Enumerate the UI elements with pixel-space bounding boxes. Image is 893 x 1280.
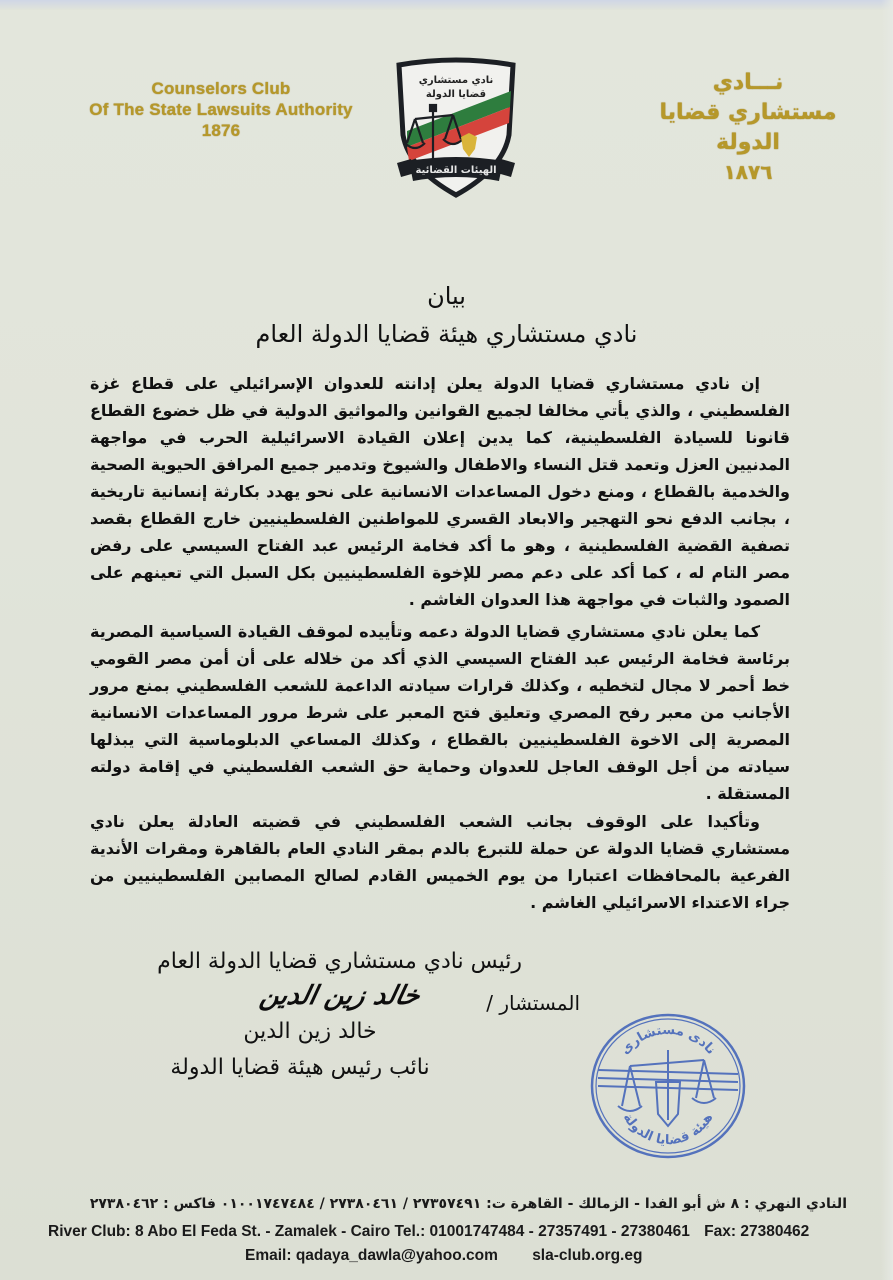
page-edge-shadow: [881, 0, 893, 1280]
club-name-arabic-line-1: نـــادي: [712, 70, 784, 95]
club-logo-crest: [393, 57, 519, 199]
club-name-english-line-1: Counselors Club: [151, 79, 291, 98]
club-name-arabic-line-2: مستشاري قضايا الدولة: [659, 100, 837, 155]
statement-paragraph-3: [90, 808, 790, 916]
footer-address-tel: River Club: 8 Abo El Feda St. - Zamalek - Cairo Tel.: 01001747484 - 27357491 - 27380461: [48, 1223, 690, 1240]
paragraph-1-text: إن نادي مستشاري قضايا الدولة يعلن إدانته للعدوان الإسرائيلي على قطاع غزة الفلسطيني ، والذي يأتي مخالفا لجميع القوانين والمواثيق الدولية في ظل خضوع القطاع قانونا للسيادة الفلسطينية، كما يدين إعلان القيادة الاسرائيلية الحرب في مواجهة المدنيين العزل وتعمد قتل النساء والاطفال والشيوخ وتدمير جميع المرافق الحيوية الصحية والخدمية بالقطاع ، ومنع دخول المساعدات الانسانية على نحو يهدد بكارثة إنسانية تاريخية ، بجانب الدفع نحو التهجير والابعاد القسري للمواطنين الفلسطينيين خارج القطاع بقصد تصفية القضية الفلسطينية ، وهو ما أكد فخامة الرئيس عبد الفتاح السيسي على رفض مصر التام له ، كما أكد على دعم مصر للإخوة الفلسطينيين بكل السبل التي تعينهم على الصمود والثبات في مواجهة هذا العدوان الغاشم .: [90, 374, 790, 609]
paragraph-3-text: وتأكيدا على الوقوف بجانب الشعب الفلسطيني في قضيته العادلة يعلن نادي مستشاري قضايا الدولة عن حملة للتبرع بالدم بمقر النادي العام بالقاهرة ومقرات الأندية الفرعية بالمحافظات اعتبارا من يوم الخميس القادم لصالح المصابين الفلسطينيين من جراء الاعتداء الاسرائيلي الغاشم .: [90, 812, 790, 912]
stamp-top-text: نادى مستشارى: [617, 1022, 719, 1058]
stamp-bottom-text: هيئة قضايا الدولة: [619, 1110, 717, 1149]
crest-top-text-1: نادي مستشاري: [418, 75, 494, 86]
signatory-title: رئيس نادي مستشاري قضايا الدولة العام: [157, 949, 522, 974]
paragraph-2-text: كما يعلن نادي مستشاري قضايا الدولة دعمه وتأييده لموقف القيادة السياسية المصرية برئاسة فخامة الرئيس عبد الفتاح السيسي الذي أكد من خلاله على أن أمن مصر القومي خط أحمر لا مجال لتخطيه ، وكذلك قرارات سيادته الداعمة للشعب الفلسطيني بمنع مرور الأجانب من معبر رفح المصري وتعليق فتح المعبر على شرط مرور المساعدات الانسانية المصرية إلى الاخوة الفلسطينيين بالقطاع ، وكذلك المساعي الدبلوماسية التي يبذلها سيادته من أجل الوقف العاجل للعدوان وحماية حق الشعب الفلسطيني في إقامة دولته المستقلة .: [90, 622, 790, 803]
statement-paragraph-2: [90, 618, 790, 807]
club-founding-year-arabic: ١٨٧٦: [723, 160, 773, 184]
club-name-english-line-2: Of The State Lawsuits Authority: [89, 100, 353, 119]
statement-subheading: نادي مستشاري هيئة قضايا الدولة العام: [255, 320, 638, 348]
official-stamp: [588, 1010, 748, 1162]
footer-address-arabic: النادي النهري : ٨ ش أبو الفدا - الزمالك - القاهرة ت: ٢٧٣٥٧٤٩١ / ٢٧٣٨٠٤٦١ / ٠١٠٠١٧٤٧٤٨٤ فاكس : ٢٧٣٨٠٤٦٢: [89, 1196, 847, 1212]
signatory-name: خالد زين الدين: [243, 1019, 377, 1044]
footer-address-english: [48, 1222, 848, 1242]
club-founding-year-english: 1876: [201, 121, 241, 140]
statement-paragraph-1: [90, 370, 790, 613]
stamp-scales-icon: [598, 1050, 738, 1126]
footer-email[interactable]: Email: qadaya_dawla@yahoo.com: [245, 1247, 498, 1264]
signatory-role: نائب رئيس هيئة قضايا الدولة: [170, 1055, 430, 1080]
footer-fax: Fax: 27380462: [704, 1223, 810, 1240]
club-name-arabic: [648, 68, 848, 186]
footer-website[interactable]: sla-club.org.eg: [532, 1247, 643, 1264]
crest-ribbon-text: الهيئات القضائية: [415, 165, 497, 176]
footer-contact: [245, 1246, 745, 1266]
handwritten-signature: خالد زين الدين: [257, 981, 423, 1011]
club-name-english: [76, 78, 366, 141]
statement-heading: بيان: [427, 282, 466, 310]
signatory-honorific: المستشار /: [486, 991, 580, 1015]
scan-edge: [0, 0, 893, 10]
crest-top-text-2: قضايا الدولة: [425, 89, 487, 100]
